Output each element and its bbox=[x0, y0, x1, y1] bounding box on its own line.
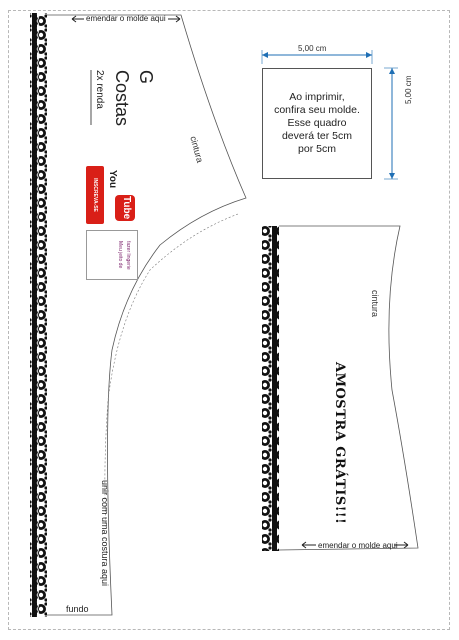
bottom-label: fundo bbox=[66, 604, 89, 614]
subscribe-label: INSCREVA-SE bbox=[92, 178, 98, 212]
youtube-you-text: You bbox=[107, 170, 118, 189]
sample-label: AMOSTRA GRÁTIS!!! bbox=[332, 362, 347, 525]
brand-logo-line2: fazer lingerie bbox=[125, 241, 131, 270]
waist-label-left: cintura bbox=[188, 135, 205, 164]
calibration-text: Ao imprimir, confira seu molde. Esse quadro deverá ter 5cm por 5cm bbox=[274, 91, 360, 155]
width-dimension-label: 5,00 cm bbox=[298, 44, 327, 53]
size-label: G bbox=[136, 70, 156, 85]
top-join-label: emendar o molde aqui bbox=[86, 14, 166, 23]
height-dimension-label: 5,00 cm bbox=[404, 75, 413, 104]
cut-line-right bbox=[279, 226, 418, 550]
brand-logo bbox=[86, 230, 138, 280]
subscribe-button[interactable] bbox=[86, 166, 104, 224]
piece-name: Costas bbox=[112, 70, 132, 127]
calibration-square bbox=[262, 68, 372, 179]
lace-edge-right bbox=[262, 226, 279, 551]
lace-note: 2x renda bbox=[94, 70, 105, 109]
brand-logo-line1: Meu jeito de bbox=[117, 241, 123, 269]
pattern-piece-left-outline bbox=[30, 13, 246, 617]
cut-line-left bbox=[47, 15, 246, 615]
youtube-tube-text: Tube bbox=[121, 196, 132, 220]
bottom-join-label: emendar o molde aqui bbox=[318, 541, 398, 550]
waist-label-right: cintura bbox=[370, 290, 380, 318]
seam-label: unir com uma costura aqui bbox=[100, 480, 110, 587]
lace-edge-left bbox=[30, 13, 47, 617]
